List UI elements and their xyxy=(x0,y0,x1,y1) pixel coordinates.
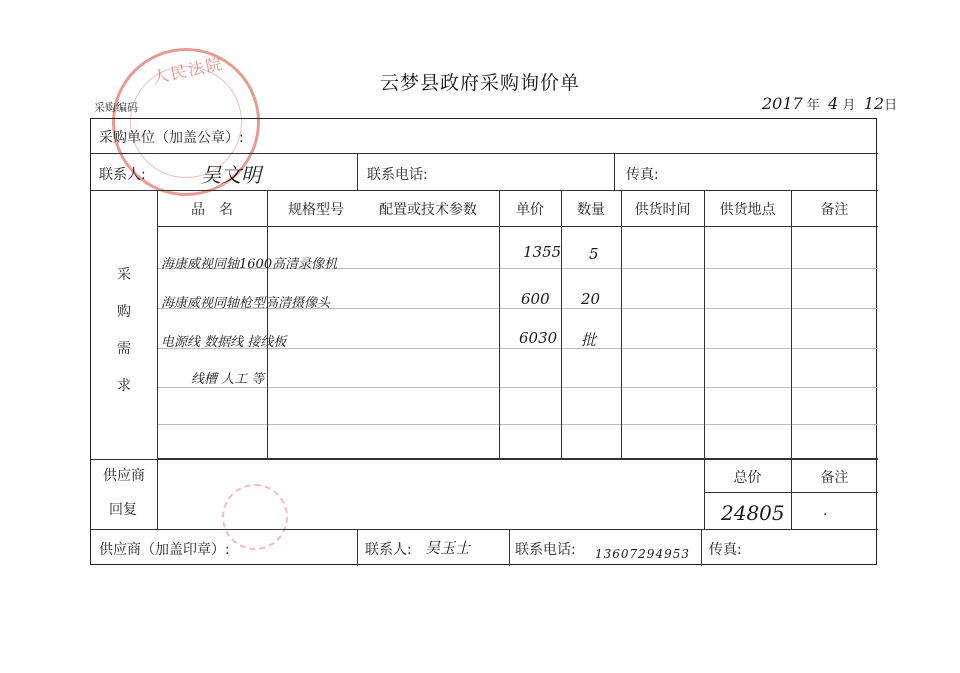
total-value: 24805 xyxy=(721,501,785,525)
col-header-spec: 配置或技术参数 xyxy=(379,202,477,218)
serial-label: 采购编码 xyxy=(94,101,138,114)
supplier-fax-label: 传真: xyxy=(709,542,742,558)
total-label: 总价 xyxy=(733,470,762,486)
item-price: 1355 xyxy=(523,243,562,261)
item-qty: 20 xyxy=(581,290,601,308)
date-day: 12 xyxy=(863,94,885,113)
col-divider xyxy=(499,190,500,459)
date-day-unit: 日 xyxy=(884,98,898,113)
fax-label: 传真: xyxy=(626,167,659,183)
item-row-line xyxy=(157,424,878,425)
date-year: 2017 xyxy=(762,94,803,113)
supplier-phone-value: 13607294953 xyxy=(595,547,690,561)
item-price: 6030 xyxy=(519,329,558,347)
col-header-model: 规格型号 xyxy=(288,202,344,218)
section-char: 求 xyxy=(117,378,131,394)
col-divider xyxy=(267,190,268,459)
inquiry-form xyxy=(90,118,877,565)
document-title: 云梦县政府采购询价单 xyxy=(379,72,580,94)
section-char: 采 xyxy=(117,267,131,283)
official-seal-text: 人民法院 xyxy=(151,53,226,88)
date-line xyxy=(762,94,897,113)
section-char: 需 xyxy=(117,341,131,357)
purchaser-label: 采购单位（加盖公章）: xyxy=(99,130,244,146)
col-header-qty: 数量 xyxy=(577,202,605,218)
col-header-delivery-time: 供货时间 xyxy=(634,202,691,218)
col-divider xyxy=(509,529,510,566)
col-divider xyxy=(357,153,358,190)
col-header-remark: 备注 xyxy=(820,202,849,218)
item-qty: 批 xyxy=(581,331,597,349)
supplier-seal-label: 供应商（加盖印章）: xyxy=(99,542,230,558)
reply-remark-value: . xyxy=(823,503,828,519)
col-divider xyxy=(357,529,358,566)
item-price: 600 xyxy=(521,290,550,308)
item-name: 电源线 数据线 接线板 xyxy=(161,335,287,350)
row-divider xyxy=(91,153,878,154)
supplier-contact-label: 联系人: xyxy=(365,542,412,558)
section-char: 购 xyxy=(117,304,131,320)
supplier-reply-label-1: 供应商 xyxy=(103,468,145,484)
supplier-phone-label: 联系电话: xyxy=(515,542,576,558)
row-divider xyxy=(91,459,878,460)
col-divider xyxy=(614,153,615,190)
item-row-line xyxy=(157,387,878,388)
item-name: 海康威视同轴1600高清录像机 xyxy=(161,257,338,272)
col-header-price: 单价 xyxy=(516,202,544,218)
section-label xyxy=(109,257,139,405)
supplier-contact-value: 吴玉士 xyxy=(425,539,471,557)
phone-label: 联系电话: xyxy=(367,167,428,183)
col-divider xyxy=(157,190,158,529)
date-month-unit: 月 xyxy=(842,98,856,113)
date-month: 4 xyxy=(828,94,839,113)
row-divider xyxy=(91,529,878,530)
reply-remark-label: 备注 xyxy=(820,470,849,486)
col-divider xyxy=(561,190,562,459)
contact-value: 吴文明 xyxy=(201,163,261,187)
col-divider xyxy=(701,529,702,566)
date-year-unit: 年 xyxy=(806,98,820,113)
col-header-name: 品 名 xyxy=(191,202,233,218)
row-divider xyxy=(157,226,878,227)
col-header-delivery-place: 供货地点 xyxy=(719,202,776,218)
row-divider xyxy=(91,190,878,191)
item-name: 海康威视同轴枪型高清摄像头 xyxy=(161,296,331,311)
contact-label: 联系人: xyxy=(99,167,146,183)
supplier-reply-label-2: 回复 xyxy=(109,502,137,518)
item-qty: 5 xyxy=(589,245,599,263)
item-name: 线槽 人工 等 xyxy=(191,372,265,387)
col-divider xyxy=(621,190,622,459)
